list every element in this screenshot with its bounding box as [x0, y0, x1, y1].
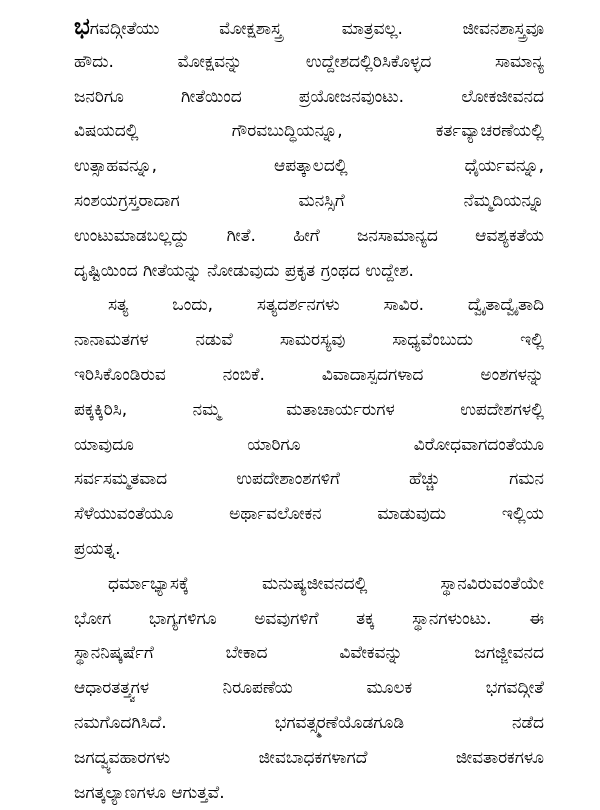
text-line: ವಿಷಯದಲ್ಲಿ ಗೌರವಬುದ್ಧಿಯನ್ನೂ, ಕರ್ತವ್ಯಾಚರಣೆಯಲ್ಲಿ: [74, 121, 544, 142]
text-line: ದೃಷ್ಟಿಯಿಂದ ಗೀತೆಯನ್ನು ನೋಡುವುದು ಪ್ರಕೃತ ಗ್ರಂಥದ ಉದ್ದೇಶ.: [74, 260, 414, 281]
text-line: ನಾನಾಮತಗಳ ನಡುವೆ ಸಾಮರಸ್ಯವು ಸಾಧ್ಯವೆಂಬುದು ಇಲ್ಲಿ: [74, 330, 544, 351]
drop-cap-letter: ಭ: [74, 14, 90, 40]
text-line: ಯಾವುದೂ ಯಾರಿಗೂ ವಿರೋಧವಾಗದಂತೆಯೂ: [74, 434, 544, 455]
text-line: ಸತ್ಯ ಒಂದು, ಸತ್ಯದರ್ಶನಗಳು ಸಾವಿರ. ದ್ವೈತಾದ್ವೈತಾದಿ: [108, 295, 544, 316]
document-page: [74, 10, 544, 810]
text-line: ಸರ್ವಸಮ್ಮತವಾದ ಉಪದೇಶಾಂಶಗಳಿಗೆ ಹೆಚ್ಚು ಗಮನ: [74, 469, 544, 490]
text-line: ಇರಿಸಿಕೊಂಡಿರುವ ನಂಬಿಕೆ. ವಿವಾದಾಸ್ಪದಗಳಾದ ಅಂಶಗಳನ್ನು: [74, 364, 544, 385]
text-line: ಜಗದ್ವ್ಯವಹಾರಗಳು ಜೀವಬಾಧಕಗಳಾಗದೆ ಜೀವತಾರಕಗಳೂ: [74, 747, 544, 768]
text-line: ಜಗತ್ಕಲ್ಯಾಣಗಳೂ ಆಗುತ್ತವೆ.: [74, 782, 225, 803]
text-line: ಪಕ್ಕಕ್ಕಿರಿಸಿ, ನಮ್ಮ ಮತಾಚಾರ್ಯರುಗಳ ಉಪದೇಶಗಳಲ್ಲಿ: [74, 399, 544, 420]
text-line: ಉತ್ಸಾಹವನ್ನೂ, ಆಪತ್ಕಾಲದಲ್ಲಿ ಧೈರ್ಯವನ್ನೂ,: [74, 156, 544, 177]
text-line: ಧರ್ಮಾಭ್ಯಾಸಕ್ಕೆ ಮನುಷ್ಯಜೀವನದಲ್ಲಿ ಸ್ಥಾನವಿರುವಂತೆಯೇ: [108, 573, 544, 594]
text-line: ಉಂಟುಮಾಡಬಲ್ಲದ್ದು ಗೀತೆ. ಹೀಗೆ ಜನಸಾಮಾನ್ಯದ ಆವಶ್ಯಕತೆಯ: [74, 225, 544, 246]
text-line: [74, 10, 544, 45]
text-line: ಸ್ಥಾನನಿಷ್ಕರ್ಷೆಗೆ ಬೇಕಾದ ವಿವೇಕವನ್ನು ಜಗಜ್ಜೀವನದ: [74, 643, 544, 664]
text-line: ಸಂಶಯಗ್ರಸ್ತರಾದಾಗ ಮನಸ್ಸಿಗೆ ನೆಮ್ಮದಿಯನ್ನೂ: [74, 190, 544, 211]
text-line: ನಮಗೊದಗಿಸಿದೆ. ಭಗವತ್ಸ್ಮರಣೆಯೊಡಗೂಡಿ ನಡೆದ: [74, 712, 544, 733]
text-line: ಜನರಿಗೂ ಗೀತೆಯಿಂದ ಪ್ರಯೋಜನವುಂಟು. ಲೋಕಜೀವನದ: [74, 86, 544, 107]
text-line: ಭೋಗ ಭಾಗ್ಯಗಳಿಗೂ ಅವವುಗಳಿಗೆ ತಕ್ಕ ಸ್ಥಾನಗಳುಂಟು. ಈ: [74, 608, 544, 629]
text-line: ಪ್ರಯತ್ನ.: [74, 538, 121, 559]
text-line: ಆಧಾರತತ್ತ್ವಗಳ ನಿರೂಪಣೆಯ ಮೂಲಕ ಭಗವದ್ಗೀತೆ: [74, 678, 544, 699]
line-text: ಗವದ್ಗೀತೆಯು ಮೋಕ್ಷಶಾಸ್ತ್ರ ಮಾತ್ರವಲ್ಲ. ಜೀವನಶಾಸ್ತ್ರವೂ: [89, 19, 544, 39]
text-line: ಹೌದು. ಮೋಕ್ಷವನ್ನು ಉದ್ದೇಶದಲ್ಲಿರಿಸಿಕೊಳ್ಳದ ಸಾಮಾನ್ಯ: [74, 51, 544, 72]
text-line: ಸೆಳೆಯುವಂತೆಯೂ ಅರ್ಥಾವಲೋಕನ ಮಾಡುವುದು ಇಲ್ಲಿಯ: [74, 504, 544, 525]
